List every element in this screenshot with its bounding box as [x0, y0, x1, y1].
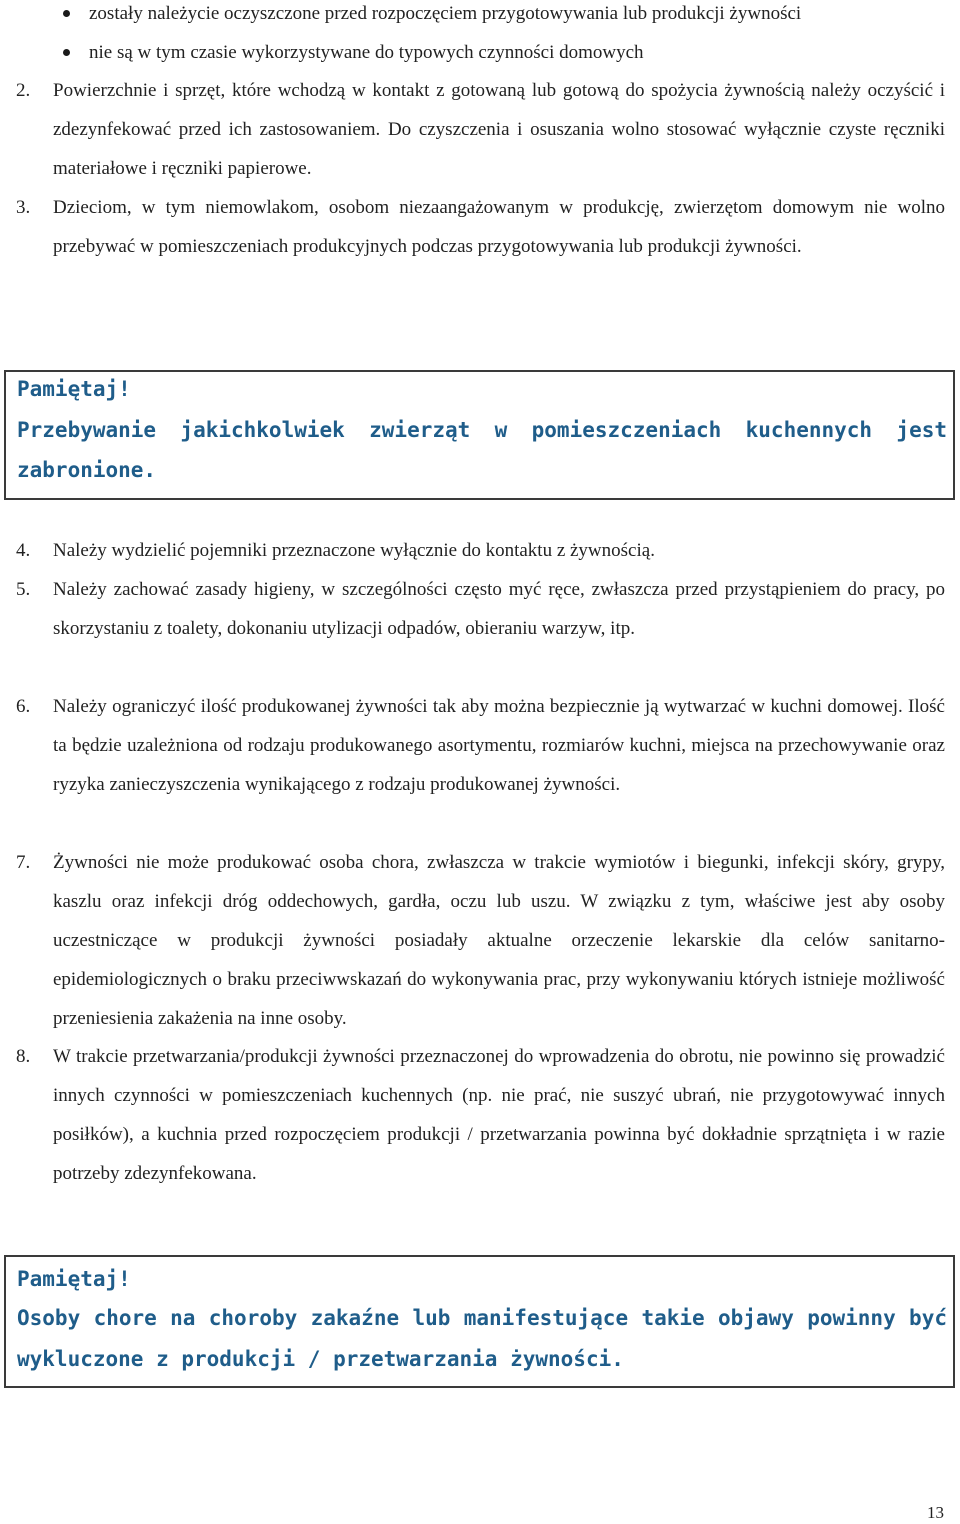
- bullet-icon: [63, 10, 70, 17]
- item-text: W trakcie przetwarzania/produkcji żywności przeznaczonej do wprowadzenia do obrotu, nie powinno się prowadzić innych czynności w pomieszczeniach kuchennych (np. nie prać, nie suszyć ubrań, nie przygotowywać innych posiłków), a kuchnia przed rozpoczęciem produkcji / przetwarzania powinna być dokładnie sprzątnięta i w razie potrzeby zdezynfekowana.: [53, 1046, 945, 1184]
- item-number: 4.: [16, 540, 31, 561]
- reminder-box: [4, 1255, 955, 1388]
- item-number: 5.: [16, 579, 31, 600]
- item-text: Żywności nie może produkować osoba chora, zwłaszcza w trakcie wymiotów i biegunki, infekcji skóry, grypy, kaszlu oraz infekcji dróg oddechowych, gardła, oczu lub uszu. W związku z tym, właściwe jest aby osoby uczestniczące w produkcji żywności posiadały aktualne orzeczenie lekarskie dla celów sanitarno- epidemiologicznych o braku przeciwwskazań do wykonywania prac, przy wykonywaniu których istnieje możliwość przeniesienia zakażenia na inne osoby.: [53, 852, 945, 1029]
- bullet-text: nie są w tym czasie wykorzystywane do typowych czynności domowych: [89, 42, 644, 63]
- bullet-icon: [63, 49, 70, 56]
- item-number: 8.: [16, 1046, 31, 1067]
- item-number: 6.: [16, 696, 31, 717]
- item-number: 2.: [16, 80, 31, 101]
- page-number: 13: [927, 1503, 944, 1522]
- item-text: Powierzchnie i sprzęt, które wchodzą w kontakt z gotowaną lub gotową do spożycia żywnością należy oczyścić i zdezynfekować przed ich zastosowaniem. Do czyszczenia i osuszania wolno stosować wyłącznie czyste ręczniki materiałowe i ręczniki papierowe.: [53, 80, 945, 179]
- item-text: Należy zachować zasady higieny, w szczególności często myć ręce, zwłaszcza przed przystąpieniem do pracy, po skorzystaniu z toalety, dokonaniu utylizacji odpadów, obieraniu warzyw, itp.: [53, 579, 945, 639]
- bullet-text: zostały należycie oczyszczone przed rozpoczęciem przygotowywania lub produkcji żywności: [89, 3, 802, 24]
- bullet-item: [0, 0, 960, 33]
- item-number: 7.: [16, 852, 31, 873]
- bullet-item: [0, 33, 960, 72]
- item-text: Dzieciom, w tym niemowlakom, osobom niezaangażowanym w produkcję, zwierzętom domowym nie wolno przebywać w pomieszczeniach produkcyjnych podczas przygotowywania lub produkcji żywności.: [53, 197, 945, 257]
- reminder-text: Osoby chore na choroby zakaźne lub manifestujące takie objawy powinny być wykluczone z produkcji / przetwarzania żywności.: [17, 1306, 947, 1371]
- reminder-text: Przebywanie jakichkolwiek zwierząt w pomieszczeniach kuchennych jest zabronione.: [17, 418, 947, 482]
- item-text: Należy ograniczyć ilość produkowanej żywności tak aby można bezpiecznie ją wytwarzać w kuchni domowej. Ilość ta będzie uzależniona od rodzaju produkowanego asortymentu, rozmiarów kuchni, miejsca na przechowywanie oraz ryzyka zanieczyszczenia wynikającego z rodzaju produkowanej żywności.: [53, 696, 945, 795]
- reminder-title: Pamiętaj!: [17, 377, 131, 401]
- reminder-box: [4, 370, 955, 500]
- item-text: Należy wydzielić pojemniki przeznaczone wyłącznie do kontaktu z żywnością.: [53, 540, 655, 561]
- reminder-title: Pamiętaj!: [17, 1267, 131, 1291]
- item-number: 3.: [16, 197, 31, 218]
